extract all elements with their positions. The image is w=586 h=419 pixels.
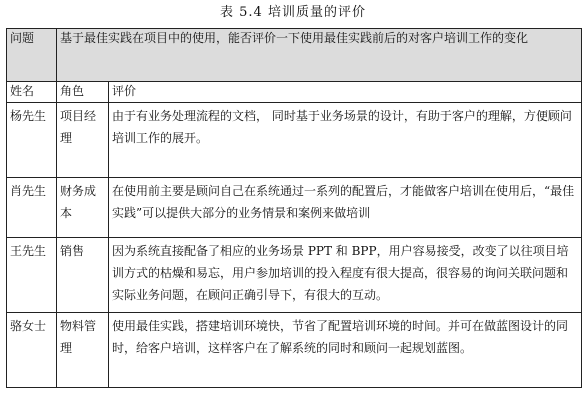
question-row xyxy=(7,29,582,82)
header-role: 角色 xyxy=(57,82,109,103)
name-cell: 杨先生 xyxy=(7,103,57,178)
table-row xyxy=(7,103,582,178)
table-row xyxy=(7,313,582,388)
evaluation-cell: 由于有业务处理流程的文档， 同时基于业务场景的设计，有助于客户的理解，方便顾问培训工作的展开。 xyxy=(109,103,582,178)
evaluation-cell: 在使用前主要是顾问自己在系统通过一系列的配置后，才能做客户培训在使用后，“最佳实践”可以提供大部分的业务情景和案例来做培训 xyxy=(109,178,582,238)
role-cell: 财务成本 xyxy=(57,178,109,238)
role-cell: 物料管理 xyxy=(57,313,109,388)
name-cell: 肖先生 xyxy=(7,178,57,238)
header-evaluation: 评价 xyxy=(109,82,582,103)
training-quality-table xyxy=(6,28,582,388)
name-cell: 骆女士 xyxy=(7,313,57,388)
role-cell: 项目经理 xyxy=(57,103,109,178)
question-label-cell: 问题 xyxy=(7,29,57,82)
table-row xyxy=(7,178,582,238)
table-caption: 表 5.4 培训质量的评价 xyxy=(220,5,366,20)
header-name: 姓名 xyxy=(7,82,57,103)
question-text-cell: 基于最佳实践在项目中的使用，能否评价一下使用最佳实践前后的对客户培训工作的变化 xyxy=(57,29,582,82)
role-cell: 销售 xyxy=(57,238,109,313)
table-row xyxy=(7,238,582,313)
evaluation-cell: 因为系统直接配备了相应的业务场景 PPT 和 BPP，用户容易接受，改变了以往项目培训方式的枯燥和易忘，用户参加培训的投入程度有很大提高，很容易的询问关联问题和实际业务问题，在顾问正确引导下，有很大的互动。 xyxy=(109,238,582,313)
header-row xyxy=(7,82,582,103)
name-cell: 王先生 xyxy=(7,238,57,313)
evaluation-cell: 使用最佳实践，搭建培训环境快，节省了配置培训环境的时间。并可在做蓝图设计的同时，给客户培训，这样客户在了解系统的同时和顾问一起规划蓝图。 xyxy=(109,313,582,388)
